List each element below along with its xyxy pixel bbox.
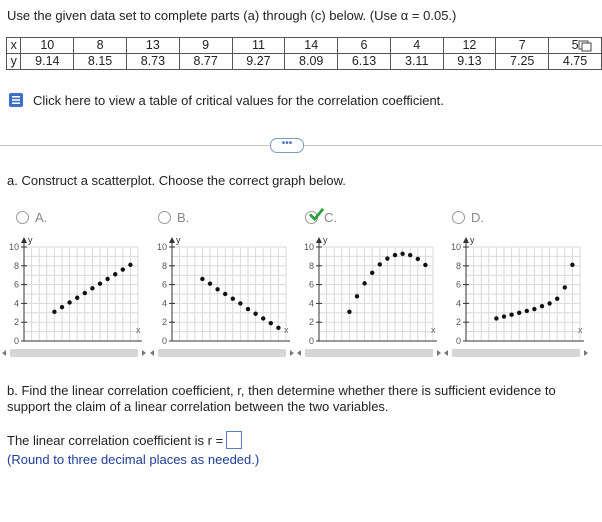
data-point	[128, 263, 132, 267]
expand-more-button[interactable]: •••	[270, 138, 304, 153]
data-point	[223, 292, 227, 296]
data-point	[67, 300, 71, 304]
data-point	[238, 301, 242, 305]
y-tick-label: 2	[13, 317, 19, 328]
scatterplot-d	[442, 233, 592, 356]
option-c[interactable]	[305, 210, 337, 225]
y-tick-label: 6	[161, 279, 167, 290]
option-a-radio[interactable]	[16, 211, 29, 224]
table-row-y	[7, 54, 602, 70]
y-tick-label: 8	[455, 260, 461, 271]
data-point	[416, 257, 420, 261]
y-value: 7.25	[496, 54, 549, 70]
critical-values-link[interactable]	[8, 92, 444, 108]
data-point	[570, 263, 574, 267]
data-point	[502, 314, 506, 318]
graph-scrollbar[interactable]	[295, 348, 445, 358]
y-axis-label: y	[28, 235, 33, 245]
graph-scrollbar[interactable]	[148, 348, 298, 358]
y-axis-label: y	[470, 235, 475, 245]
data-point	[90, 286, 94, 290]
data-table	[6, 37, 602, 70]
x-value: 14	[285, 38, 338, 54]
y-tick-label: 2	[161, 317, 167, 328]
data-point	[269, 321, 273, 325]
graph-option-b[interactable]	[148, 233, 298, 366]
y-axis-arrow	[316, 237, 322, 243]
y-value: 8.09	[285, 54, 338, 70]
data-point	[52, 310, 56, 314]
data-point	[378, 262, 382, 266]
data-point	[408, 253, 412, 257]
y-axis-label: y	[176, 235, 181, 245]
data-point	[494, 316, 498, 320]
y-value: 9.27	[232, 54, 285, 70]
data-point	[532, 307, 536, 311]
y-tick-label: 4	[308, 298, 314, 309]
r-answer-input[interactable]	[226, 431, 242, 449]
y-axis-arrow	[21, 237, 27, 243]
data-point	[113, 272, 117, 276]
data-point	[555, 297, 559, 301]
option-c-label: C.	[324, 210, 337, 225]
data-point	[121, 267, 125, 271]
y-axis-arrow	[463, 237, 469, 243]
y-tick-label: 10	[303, 242, 314, 252]
y-tick-label: 2	[308, 317, 314, 328]
y-tick-label: 0	[13, 336, 19, 346]
r-prompt: The linear correlation coefficient is r =	[7, 432, 224, 448]
x-axis-label: x	[136, 325, 141, 335]
data-point	[208, 281, 212, 285]
data-point	[509, 312, 513, 316]
x-value: 4	[390, 38, 443, 54]
x-axis-label: x	[284, 325, 289, 335]
data-point	[400, 252, 404, 256]
y-tick-label: 0	[455, 336, 461, 346]
option-b-label: B.	[177, 210, 190, 225]
data-point	[215, 287, 219, 291]
y-tick-label: 10	[156, 242, 167, 252]
y-value: 4.75	[549, 54, 602, 70]
graph-scrollbar[interactable]	[442, 348, 592, 358]
data-point	[393, 253, 397, 257]
data-point	[231, 297, 235, 301]
option-d-radio[interactable]	[452, 211, 465, 224]
problem-intro: Use the given data set to complete parts (a) through (c) below. (Use α = 0.05.)	[7, 8, 457, 23]
data-point	[517, 311, 521, 315]
data-point	[98, 281, 102, 285]
scrollbar-thumb	[10, 349, 138, 357]
y-tick-label: 8	[13, 260, 19, 271]
y-tick-label: 6	[455, 279, 461, 290]
data-point	[83, 291, 87, 295]
option-a-label: A.	[35, 210, 48, 225]
table-row-x	[7, 38, 602, 54]
y-value: 8.15	[74, 54, 127, 70]
data-point	[355, 294, 359, 298]
y-axis-label: y	[323, 235, 328, 245]
x-value: 7	[496, 38, 549, 54]
scrollbar-thumb	[452, 349, 580, 357]
checkmark-icon	[309, 208, 324, 221]
x-axis-label: x	[578, 325, 583, 335]
y-tick-label: 6	[308, 279, 314, 290]
y-tick-label: 0	[161, 336, 167, 346]
option-b-radio[interactable]	[158, 211, 171, 224]
y-tick-label: 4	[455, 298, 461, 309]
y-value: 6.13	[338, 54, 391, 70]
graph-option-a[interactable]	[0, 233, 150, 366]
y-value: 8.77	[179, 54, 232, 70]
graph-option-d[interactable]	[442, 233, 592, 366]
y-header: y	[7, 54, 21, 70]
data-point	[246, 307, 250, 311]
y-value: 8.73	[126, 54, 179, 70]
option-a[interactable]	[16, 210, 47, 225]
x-axis-label: x	[431, 325, 436, 335]
y-tick-label: 4	[161, 298, 167, 309]
data-point	[385, 256, 389, 260]
data-point	[75, 296, 79, 300]
y-tick-label: 10	[8, 242, 19, 252]
x-header: x	[7, 38, 21, 54]
data-point	[547, 301, 551, 305]
x-value: 13	[126, 38, 179, 54]
critical-values-link-text[interactable]: Click here to view a table of critical values for the correlation coefficient.	[33, 92, 444, 108]
scrollbar-thumb	[305, 349, 433, 357]
book-icon	[8, 92, 24, 108]
data-point	[525, 309, 529, 313]
data-point	[253, 312, 257, 316]
data-point	[200, 277, 204, 281]
y-value: 9.13	[443, 54, 496, 70]
y-tick-label: 0	[308, 336, 314, 346]
y-value: 3.11	[390, 54, 443, 70]
x-value: 10	[21, 38, 74, 54]
part-b-prompt: b. Find the linear correlation coefficient, r, then determine whether there is sufficient evidence to support the claim of a linear correlation between the two variables.	[7, 383, 556, 414]
data-point	[540, 304, 544, 308]
y-axis-arrow	[169, 237, 175, 243]
data-point	[362, 281, 366, 285]
part-a-prompt: a. Construct a scatterplot. Choose the correct graph below.	[7, 173, 346, 188]
copy-icon[interactable]	[578, 40, 592, 52]
data-point	[423, 263, 427, 267]
x-value: 6	[338, 38, 391, 54]
scrollbar-thumb	[158, 349, 286, 357]
scatterplot-a	[0, 233, 150, 356]
x-value: 12	[443, 38, 496, 54]
r-answer-line	[7, 431, 242, 449]
y-tick-label: 8	[308, 260, 314, 271]
y-tick-label: 4	[13, 298, 19, 309]
option-b[interactable]	[158, 210, 189, 225]
x-value: 11	[232, 38, 285, 54]
option-d-label: D.	[471, 210, 484, 225]
y-tick-label: 8	[161, 260, 167, 271]
data-point	[60, 305, 64, 309]
scatterplot-b	[148, 233, 298, 356]
option-c-radio[interactable]	[305, 211, 318, 224]
rounding-note: (Round to three decimal places as needed.)	[7, 452, 260, 467]
option-d[interactable]	[452, 210, 484, 225]
x-value: 9	[179, 38, 232, 54]
data-point	[261, 316, 265, 320]
scatterplot-c	[295, 233, 445, 356]
graph-scrollbar[interactable]	[0, 348, 150, 358]
y-value: 9.14	[21, 54, 74, 70]
data-point	[276, 326, 280, 330]
y-tick-label: 6	[13, 279, 19, 290]
data-point	[105, 277, 109, 281]
x-value: 8	[74, 38, 127, 54]
x-value: 5	[549, 38, 602, 54]
data-point	[563, 285, 567, 289]
y-tick-label: 2	[455, 317, 461, 328]
data-point	[370, 271, 374, 275]
y-tick-label: 10	[450, 242, 461, 252]
data-point	[347, 310, 351, 314]
graph-option-c[interactable]	[295, 233, 445, 366]
